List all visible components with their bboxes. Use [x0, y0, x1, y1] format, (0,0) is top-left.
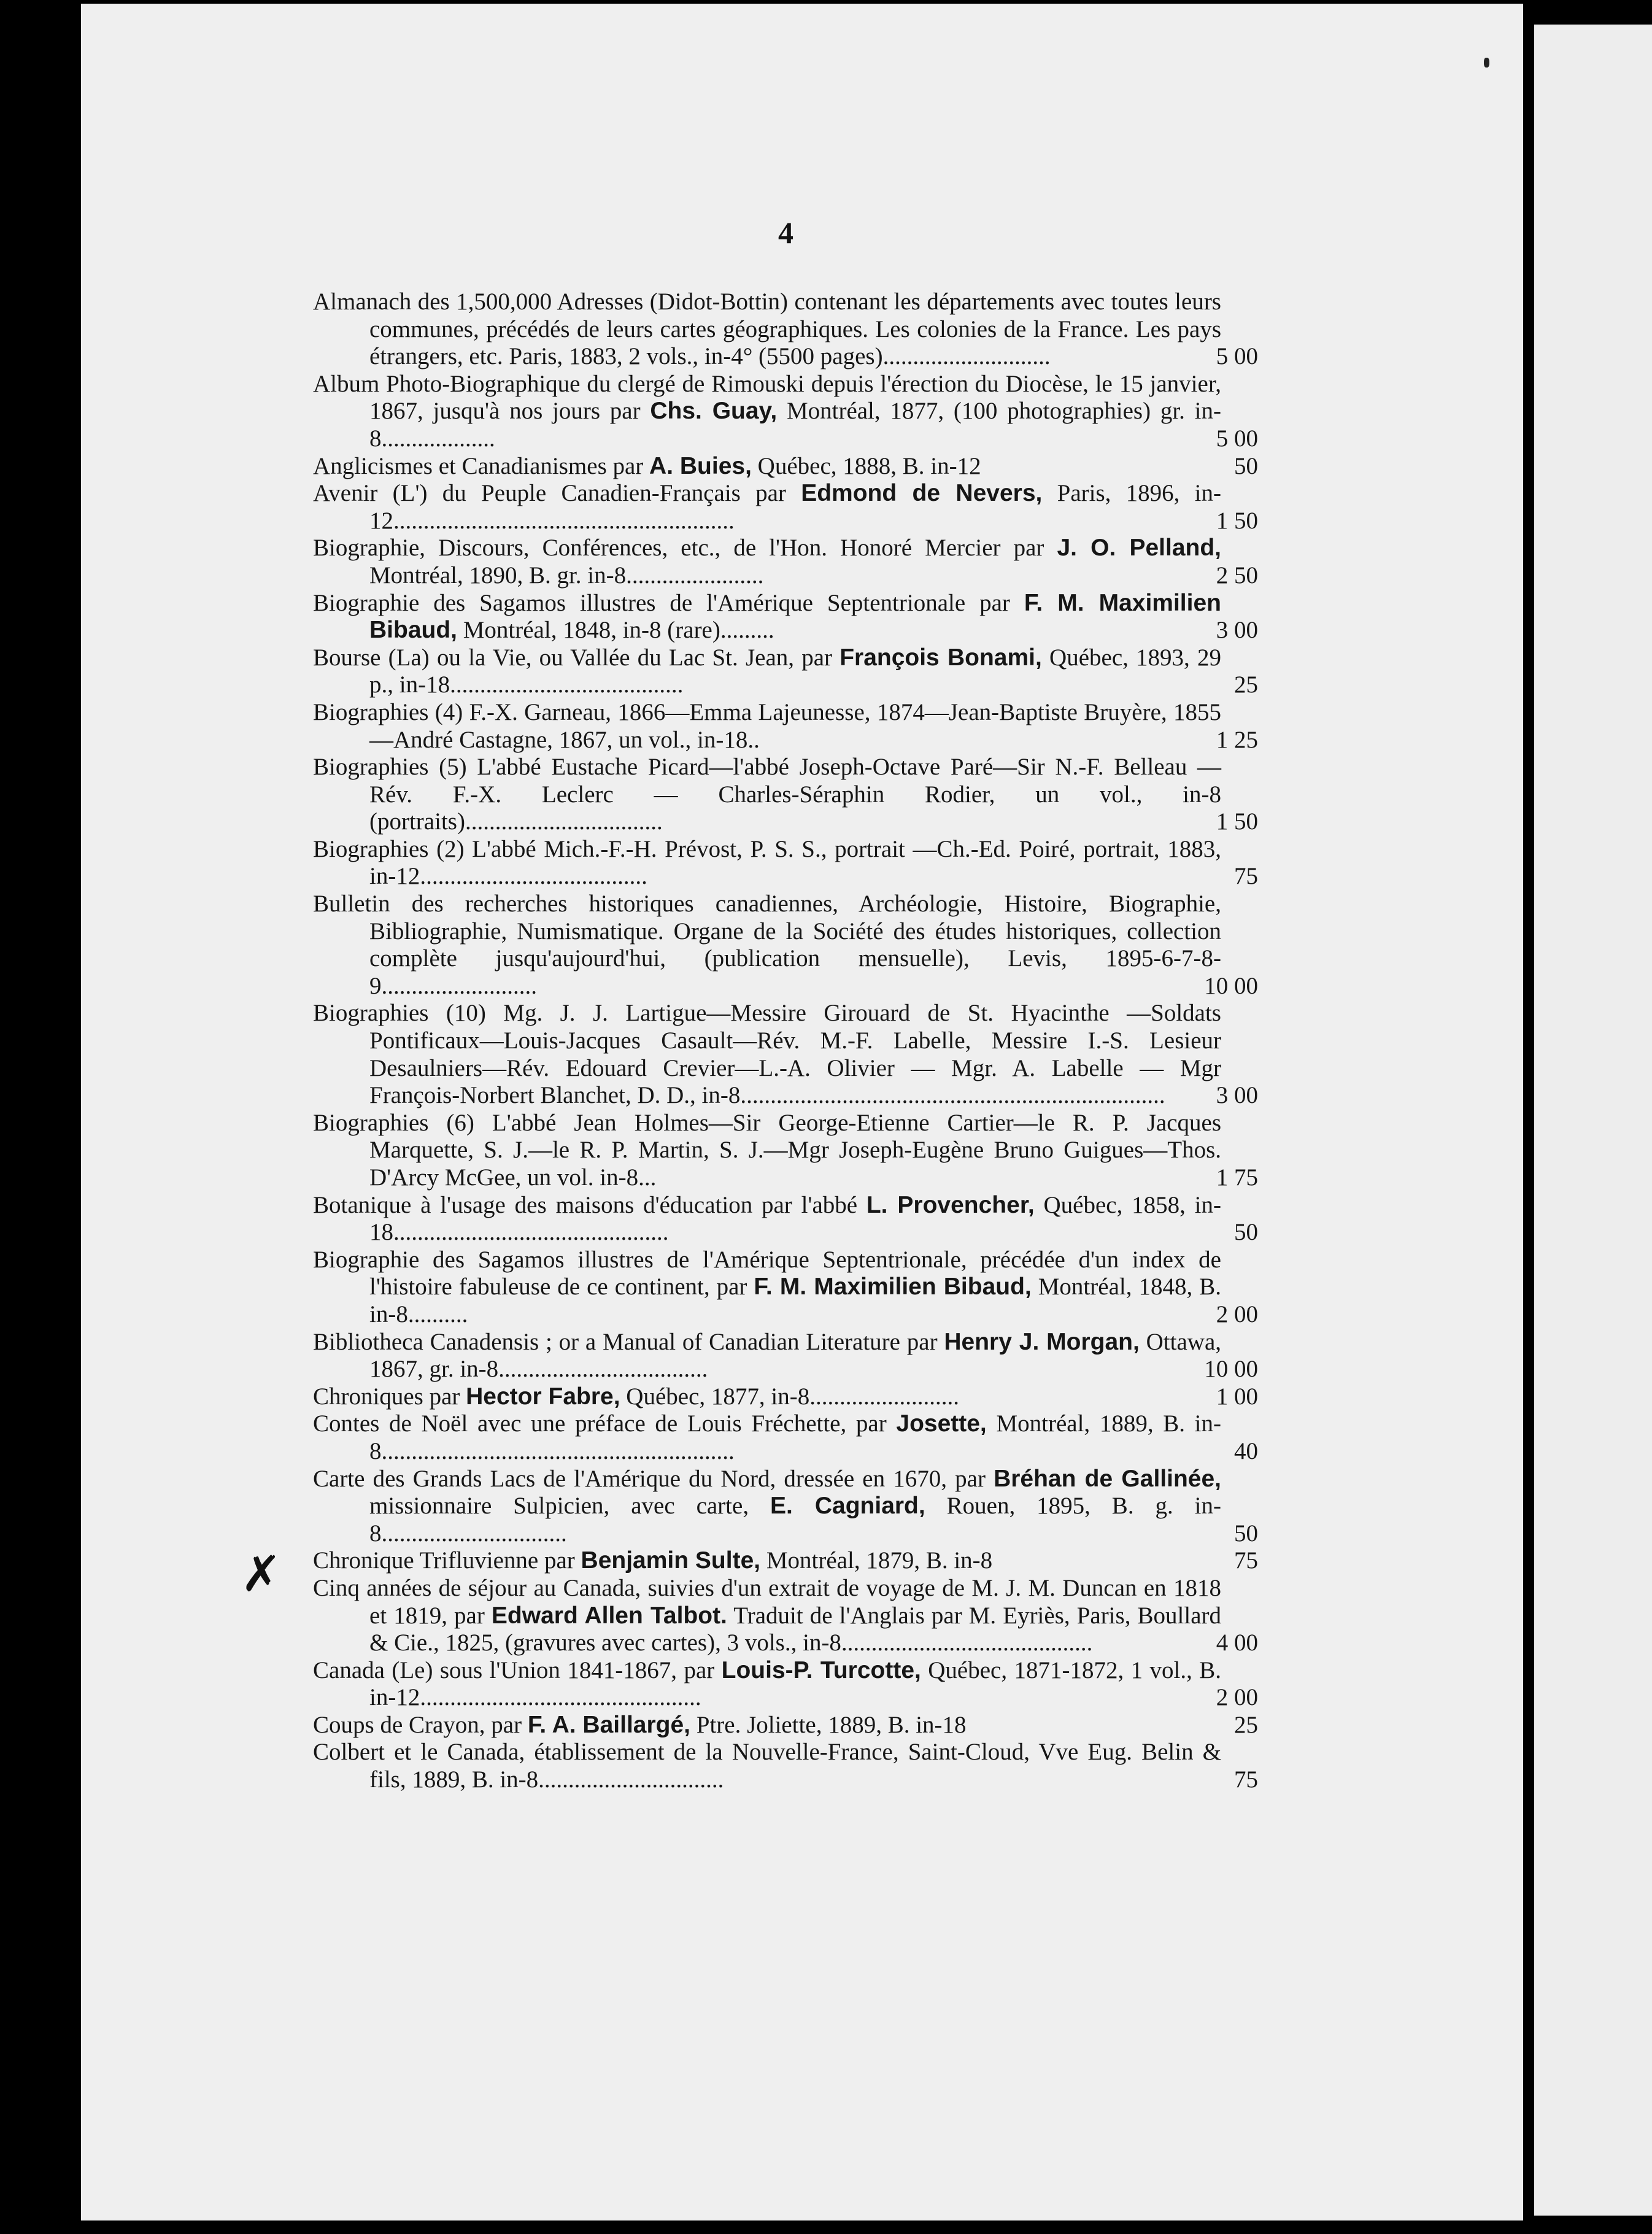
- catalog-entry: Biographies (4) F.-X. Garneau, 1866—Emma Lajeunesse, 1874—Jean-Baptiste Bruyère, 1855—André Castagne, 1867, un vol., in-18.. 1 25: [313, 698, 1258, 753]
- entry-price: 75: [1234, 863, 1258, 890]
- catalog-entry: Contes de Noël avec une préface de Louis Fréchette, par Josette, Montréal, 1889, B. in-8........................................................... 40: [313, 1410, 1258, 1464]
- catalog-entries: [313, 288, 1258, 1794]
- catalog-entry: Colbert et le Canada, établissement de la Nouvelle-France, Saint-Cloud, Vve Eug. Belin & fils, 1889, B. in-8............................... 75: [313, 1739, 1258, 1793]
- catalog-entry: Biographies (5) L'abbé Eustache Picard—l'abbé Joseph-Octave Paré—Sir N.-F. Belleau — Rév. F.-X. Leclerc — Charles-Séraphin Rodier, un vol., in-8 (portraits)................................. 1 50: [313, 754, 1258, 835]
- scan-speck: [1484, 58, 1489, 68]
- author-name: F. M. Maximilien Bibaud,: [369, 589, 1221, 644]
- catalog-entry: Chroniques par Hector Fabre, Québec, 1877, in-8......................... 1 00: [313, 1383, 1258, 1410]
- entry-price: 2 00: [1216, 1684, 1258, 1711]
- author-name: Edmond de Nevers,: [801, 480, 1043, 507]
- catalog-entry: Canada (Le) sous l'Union 1841-1867, par Louis-P. Turcotte, Québec, 1871-1872, 1 vol., B. in-12............................................... 2 00: [313, 1656, 1258, 1711]
- catalog-entry: Carte des Grands Lacs de l'Amérique du Nord, dressée en 1670, par Bréhan de Gallinée, missionnaire Sulpicien, avec carte, E. Cagniard, Rouen, 1895, B. g. in-8............................... 50: [313, 1465, 1258, 1547]
- page-number: 4: [778, 215, 793, 250]
- entry-price: 10 00: [1204, 972, 1258, 999]
- catalog-entry: Bibliotheca Canadensis ; or a Manual of Canadian Literature par Henry J. Morgan, Ottawa, 1867, gr. in-8................................... 10 00: [313, 1328, 1258, 1383]
- author-name: F. A. Baillargé,: [527, 1711, 690, 1738]
- catalog-entry: Biographies (2) L'abbé Mich.-F.-H. Prévost, P. S. S., portrait —Ch.-Ed. Poiré, portrait, 1883, in-12...................................... 75: [313, 835, 1258, 890]
- entry-price: 25: [1234, 671, 1258, 698]
- catalog-entry: Biographies (6) L'abbé Jean Holmes—Sir George-Etienne Cartier—le R. P. Jacques Marquette, S. J.—le R. P. Martin, S. J.—Mgr Joseph-Eugène Bruno Guigues—Thos. D'Arcy McGee, un vol. in-8... 1 75: [313, 1109, 1258, 1191]
- catalog-entry: Botanique à l'usage des maisons d'éducation par l'abbé L. Provencher, Québec, 1858, in-18.............................................. 50: [313, 1191, 1258, 1246]
- entry-price: 2 50: [1216, 562, 1258, 589]
- catalog-entry: Cinq années de séjour au Canada, suivies d'un extrait de voyage de M. J. M. Duncan en 1818 et 1819, par Edward Allen Talbot. Traduit de l'Anglais par M. Eyriès, Paris, Boullard & Cie., 1825, (gravures avec cartes), 3 vols., in-8.......................................... 4 00: [313, 1574, 1258, 1656]
- entry-price: 75: [1234, 1547, 1258, 1574]
- catalog-entry: Almanach des 1,500,000 Adresses (Didot-Bottin) contenant les départements avec toutes leurs communes, précédés de leurs cartes géographiques. Les colonies de la France. Les pays étrangers, etc. Paris, 1883, 2 vols., in-4° (5500 pages)............................ 5 00: [313, 288, 1258, 370]
- catalog-entry: Biographie des Sagamos illustres de l'Amérique Septentrionale par F. M. Maximilien Bibaud, Montréal, 1848, in-8 (rare)......... 3 00: [313, 589, 1258, 644]
- entry-price: 1 25: [1216, 726, 1258, 753]
- adjacent-page-edge: [1534, 25, 1652, 2216]
- entry-price: 4 00: [1216, 1629, 1258, 1656]
- entry-price: 1 50: [1216, 507, 1258, 534]
- author-name: J. O. Pelland,: [1057, 535, 1221, 562]
- entry-price: 40: [1234, 1437, 1258, 1464]
- catalog-entry: Biographie, Discours, Conférences, etc., de l'Hon. Honoré Mercier par J. O. Pelland, Montréal, 1890, B. gr. in-8....................... 2 50: [313, 535, 1258, 589]
- author-name: Bréhan de Gallinée,: [994, 1465, 1221, 1492]
- author-name: Benjamin Sulte,: [581, 1547, 761, 1574]
- author-name: Chs. Guay,: [650, 398, 778, 425]
- author-name: F. M. Maximilien Bibaud,: [754, 1274, 1032, 1301]
- entry-price: 10 00: [1204, 1356, 1258, 1383]
- author-name: Edward Allen Talbot.: [491, 1602, 727, 1629]
- author-name: Hector Fabre,: [466, 1383, 620, 1410]
- catalog-entry: Anglicismes et Canadianismes par A. Buies, Québec, 1888, B. in-12 50: [313, 452, 1258, 479]
- entry-price: 3 00: [1216, 617, 1258, 644]
- catalog-entry: Biographies (10) Mg. J. J. Lartigue—Messire Girouard de St. Hyacinthe —Soldats Pontificaux—Louis-Jacques Casault—Rév. M.-F. Labelle, Messire I.-S. Lesieur Desaulniers—Rév. Edouard Crevier—L.-A. Olivier — Mgr. A. Labelle — Mgr François-Norbert Blanchet, D. D., in-8....................................................................... 3 00: [313, 1000, 1258, 1109]
- entry-price: 3 00: [1216, 1082, 1258, 1109]
- author-name: Josette,: [896, 1410, 987, 1437]
- entry-price: 25: [1234, 1711, 1258, 1738]
- catalog-entry: Chronique Trifluvienne par Benjamin Sulte, Montréal, 1879, B. in-8 75: [313, 1547, 1258, 1574]
- author-name: E. Cagniard,: [770, 1493, 925, 1520]
- catalog-entry: Album Photo-Biographique du clergé de Rimouski depuis l'érection du Diocèse, le 15 janvier, 1867, jusqu'à nos jours par Chs. Guay, Montréal, 1877, (100 photographies) gr. in-8................... 5 00: [313, 370, 1258, 452]
- entry-price: 50: [1234, 1520, 1258, 1547]
- catalog-entry: Bourse (La) ou la Vie, ou Vallée du Lac St. Jean, par François Bonami, Québec, 1893, 29 p., in-18....................................... 25: [313, 644, 1258, 698]
- entry-price: 1 50: [1216, 808, 1258, 835]
- author-name: L. Provencher,: [866, 1191, 1035, 1218]
- entry-price: 50: [1234, 452, 1258, 479]
- entry-price: 5 00: [1216, 425, 1258, 452]
- handwritten-x-mark: ✗: [241, 1545, 282, 1602]
- author-name: Louis-P. Turcotte,: [721, 1656, 921, 1683]
- catalog-entry: Avenir (L') du Peuple Canadien-Français par Edmond de Nevers, Paris, 1896, in-12......................................................... 1 50: [313, 480, 1258, 534]
- catalog-entry: Bulletin des recherches historiques canadiennes, Archéologie, Histoire, Biographie, Bibliographie, Numismatique. Organe de la Société des études historiques, collection complète jusqu'aujourd'hui, (publication mensuelle), Levis, 1895-6-7-8-9.......................... 10 00: [313, 891, 1258, 999]
- entry-price: 1 00: [1216, 1383, 1258, 1410]
- author-name: François Bonami,: [840, 644, 1042, 671]
- author-name: Henry J. Morgan,: [944, 1328, 1140, 1355]
- author-name: A. Buies,: [649, 452, 752, 479]
- entry-price: 50: [1234, 1219, 1258, 1246]
- catalog-entry: Coups de Crayon, par F. A. Baillargé, Ptre. Joliette, 1889, B. in-18 25: [313, 1711, 1258, 1738]
- entry-price: 1 75: [1216, 1164, 1258, 1191]
- entry-price: 2 00: [1216, 1301, 1258, 1328]
- entry-price: 5 00: [1216, 343, 1258, 370]
- entry-price: 75: [1234, 1766, 1258, 1793]
- catalog-entry: Biographie des Sagamos illustres de l'Amérique Septentrionale, précédée d'un index de l'histoire fabuleuse de ce continent, par F. M. Maximilien Bibaud, Montréal, 1848, B. in-8.......... 2 00: [313, 1246, 1258, 1328]
